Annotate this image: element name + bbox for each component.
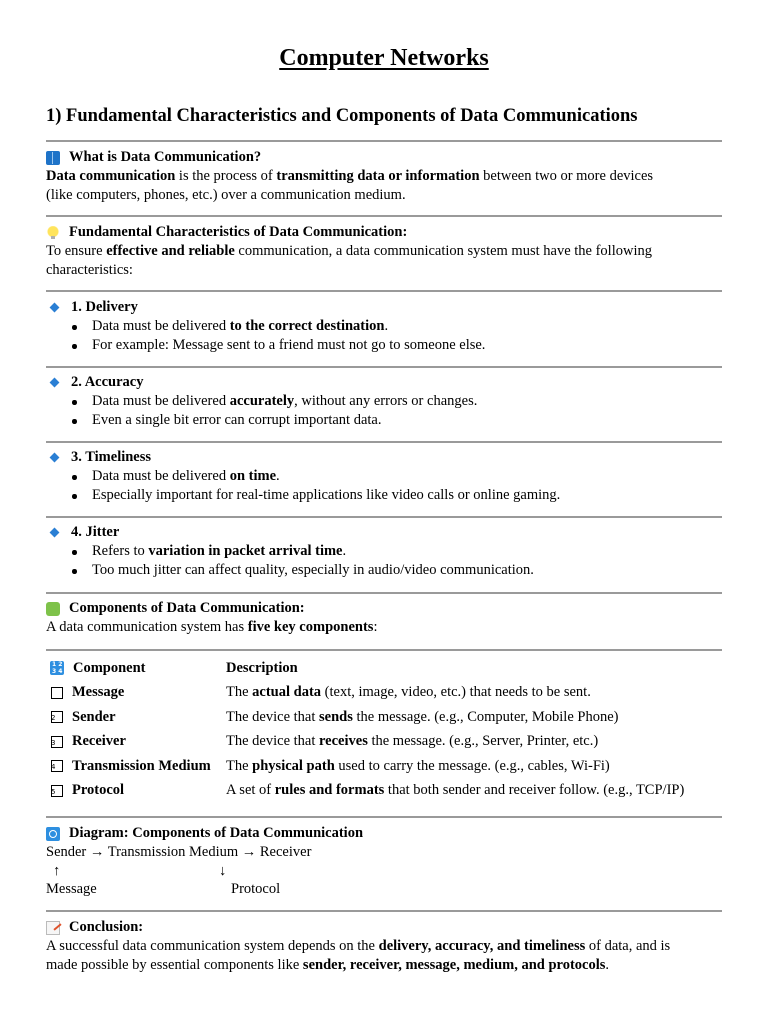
- list-item: Data must be delivered on time.: [46, 467, 736, 486]
- conclusion-text-2: made possible by essential components like sender, receiver, message, medium, and protocols.: [46, 957, 610, 973]
- keycap-2-icon: 2: [51, 711, 63, 723]
- characteristics-section: [46, 223, 736, 280]
- light-bulb-icon: [46, 226, 60, 240]
- what-is-text-2: (like computers, phones, etc.) over a communication medium.: [46, 187, 406, 203]
- what-is-heading: What is Data Communication?: [69, 149, 262, 165]
- divider: [46, 290, 722, 292]
- table-header-component: Component: [73, 659, 146, 676]
- list-item: Too much jitter can affect quality, especially in audio/video communication.: [46, 561, 736, 580]
- timeliness-heading: 3. Timeliness: [71, 449, 152, 465]
- divider: [46, 649, 722, 651]
- blue-diamond-icon: [50, 528, 60, 538]
- table-cell-description: The actual data (text, image, video, etc.) that needs to be sent.: [226, 684, 591, 701]
- divider: [46, 366, 722, 368]
- list-item: For example: Message sent to a friend must not go to someone else.: [46, 336, 736, 355]
- diagram-section: [46, 824, 736, 899]
- keycap-4-icon: 4: [51, 760, 63, 772]
- keycap-5-icon: 5: [51, 785, 63, 797]
- components-table-wrap: [46, 656, 736, 803]
- divider: [46, 516, 722, 518]
- delivery-heading: 1. Delivery: [71, 299, 138, 315]
- divider: [46, 441, 722, 443]
- divider: [46, 910, 722, 912]
- accuracy-heading: 2. Accuracy: [71, 374, 144, 390]
- jitter-heading: 4. Jitter: [71, 524, 120, 540]
- components-section: [46, 599, 736, 637]
- table-cell-description: The device that sends the message. (e.g., Computer, Mobile Phone): [226, 708, 619, 725]
- blue-diamond-icon: [50, 453, 60, 463]
- keycap-3-icon: 3: [51, 736, 63, 748]
- table-cell-description: A set of rules and formats that both sender and receiver follow. (e.g., TCP/IP): [226, 782, 685, 799]
- table-row: 2 Sender The device that sends the message. (e.g., Computer, Mobile Phone): [46, 705, 684, 730]
- list-item: Data must be delivered accurately, without any errors or changes.: [46, 392, 736, 411]
- what-is-text: Data communication is the process of transmitting data or information between two or more devices: [46, 168, 654, 184]
- timeliness-section: [46, 448, 736, 505]
- list-item: Data must be delivered to the correct destination.: [46, 317, 736, 336]
- table-row: Message The actual data (text, image, video, etc.) that needs to be sent.: [46, 681, 684, 706]
- diagram-heading: Diagram: Components of Data Communication: [69, 825, 364, 841]
- repeat-arrows-icon: [46, 827, 60, 841]
- characteristics-heading: Fundamental Characteristics of Data Communication:: [69, 224, 408, 240]
- conclusion-text: A successful data communication system depends on the delivery, accuracy, and timeliness of data, and is: [46, 938, 671, 954]
- list-item: Even a single bit error can corrupt important data.: [46, 411, 736, 430]
- table-header-description: Description: [226, 659, 298, 676]
- divider: [46, 140, 722, 142]
- keycap-1-icon: [51, 687, 63, 699]
- page-title: Computer Networks: [279, 45, 489, 71]
- table-row: 4 Transmission Medium The physical path used to carry the message. (e.g., cables, Wi-Fi): [46, 754, 684, 779]
- blue-diamond-icon: [50, 303, 60, 313]
- table-cell-description: The physical path used to carry the message. (e.g., cables, Wi-Fi): [226, 757, 610, 774]
- up-arrow: ↑: [53, 863, 61, 879]
- blue-diamond-icon: [50, 378, 60, 388]
- puzzle-piece-icon: [46, 602, 60, 616]
- down-arrow: ↓: [219, 863, 227, 879]
- divider: [46, 215, 722, 217]
- diagram-protocol-label: Protocol: [231, 881, 281, 897]
- jitter-section: [46, 523, 736, 580]
- components-heading: Components of Data Communication:: [69, 600, 305, 616]
- characteristics-text: To ensure effective and reliable communication, a data communication system must have the following: [46, 243, 652, 259]
- conclusion-section: [46, 918, 736, 975]
- table-row: 5 Protocol A set of rules and formats that both sender and receiver follow. (e.g., TCP/IP): [46, 779, 684, 804]
- table-header-row: [46, 656, 684, 681]
- list-item: Refers to variation in packet arrival time.: [46, 542, 736, 561]
- divider: [46, 816, 722, 818]
- table-cell-description: The device that receives the message. (e.g., Server, Printer, etc.): [226, 733, 599, 750]
- table-row: 3 Receiver The device that receives the message. (e.g., Server, Printer, etc.): [46, 730, 684, 755]
- conclusion-heading: Conclusion:: [69, 919, 144, 935]
- what-is-section: [46, 148, 736, 205]
- divider: [46, 592, 722, 594]
- components-table: [46, 656, 684, 803]
- diagram-message-label: Message: [46, 881, 97, 897]
- memo-icon: [46, 921, 60, 935]
- delivery-section: [46, 298, 736, 355]
- characteristics-text-2: characteristics:: [46, 262, 133, 278]
- list-item: Especially important for real-time applications like video calls or online gaming.: [46, 486, 736, 505]
- section-heading: 1) Fundamental Characteristics and Components of Data Communications: [46, 106, 638, 126]
- blue-book-icon: [46, 151, 60, 165]
- diagram-line: Sender → Transmission Medium → Receiver: [46, 844, 312, 860]
- components-text: A data communication system has five key components:: [46, 619, 378, 635]
- accuracy-section: [46, 373, 736, 430]
- numbers-keycap-icon: [50, 661, 64, 675]
